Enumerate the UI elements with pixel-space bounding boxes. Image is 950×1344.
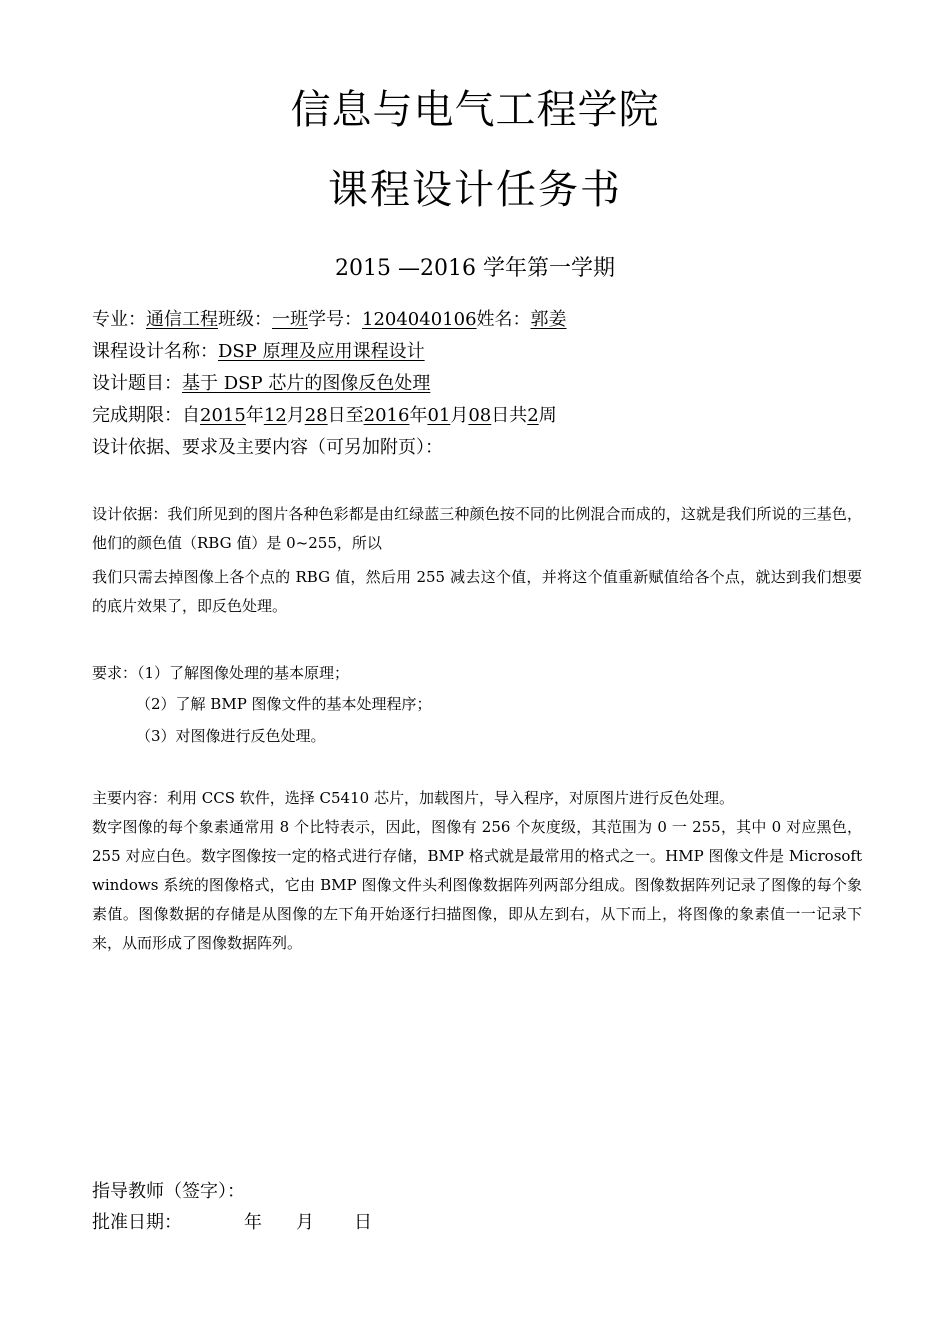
week-unit: 周 [538,405,557,426]
end-month: 01 [427,405,451,426]
date-day-unit: 日 [354,1212,372,1233]
date-month-unit: 月 [296,1212,314,1233]
document-title: 课程设计任务书 [328,167,622,213]
name-value: 郭姜 [530,309,567,330]
requirement-item: （1）了解图像处理的基本原理； [137,664,350,682]
student-info-line [92,304,872,336]
class-label: 班级： [218,309,272,330]
design-topic-line [92,368,872,400]
academic-term: 2015 —2016 学年第一学期 [335,256,615,281]
end-day: 08 [468,405,492,426]
student-id-label: 学号： [308,309,362,330]
name-label: 姓名： [476,309,531,330]
teacher-signature-label: 指导教师（签字）： [92,1181,245,1202]
major-value: 通信工程 [146,309,218,330]
content-paragraph-2: 数字图像的每个象素通常用 8 个比特表示，因此，图像有 256 个灰度级，其范围为 0 一 255，其中 0 对应黑色，255 对应白色。数字图像按一定的格式进行存储，BMP 格式就是最常用的格式之一。HMP 图像文件是 Microsoft windows 系统的图像格式，它由 BMP 图像文件头利图像数据阵列两部分组成。图像数据阵列记录了图像的每个象素值。图像数据的存储是从图像的左下角开始逐行扫描图像，即从左到右，从下而上，将图像的象素值一一记录下来，从而形成了图像数据阵列。 [92,818,862,952]
approval-date-line [92,1207,372,1239]
requirement-item: （3）对图像进行反色处理。 [136,727,326,745]
course-label: 课程设计名称： [92,341,218,362]
school-title: 信息与电气工程学院 [290,87,660,133]
class-value: 一班 [272,309,308,330]
day-total-unit: 日共 [491,405,528,426]
period-line [92,400,872,432]
start-day: 28 [304,405,328,426]
basis-paragraph-1: 设计依据：我们所见到的图片各种色彩都是由红绿蓝三种颜色按不同的比例混合而成的，这就是我们所说的三基色，他们的颜色值（RBG 值）是 0~255，所以 [92,505,862,552]
start-month: 12 [263,405,287,426]
topic-value: 基于 DSP 芯片的图像反色处理 [182,373,431,394]
basis-heading: 设计依据、要求及主要内容（可另加附页）： [92,437,443,458]
end-year: 2016 [363,405,410,426]
month-unit: 月 [450,405,469,426]
content-paragraph-1: 主要内容：利用 CCS 软件，选择 C5410 芯片，加载图片，导入程序，对原图片进行反色处理。 [92,789,734,807]
day-to-unit: 日至 [327,405,364,426]
topic-label: 设计题目： [92,373,182,394]
requirement-item: （2）了解 BMP 图像文件的基本处理程序； [136,695,432,713]
requirements-first-line [92,659,349,688]
date-year-unit: 年 [244,1212,262,1233]
period-label: 完成期限：自 [92,405,200,426]
approval-date-label: 批准日期： [92,1212,182,1233]
major-label: 专业： [92,309,146,330]
start-year: 2015 [200,405,246,426]
month-unit: 月 [286,405,305,426]
student-id-value: 1204040106 [362,309,477,330]
year-unit: 年 [409,405,428,426]
basis-paragraph-2: 我们只需去掉图像上各个点的 RBG 值，然后用 255 减去这个值，并将这个值重新赋值给各个点，就达到我们想要的底片效果了，即反色处理。 [92,568,862,615]
course-name-line [92,336,872,368]
weeks-value: 2 [527,405,539,426]
course-value: DSP 原理及应用课程设计 [218,341,425,362]
requirements-label: 要求： [92,664,138,682]
year-unit: 年 [245,405,264,426]
